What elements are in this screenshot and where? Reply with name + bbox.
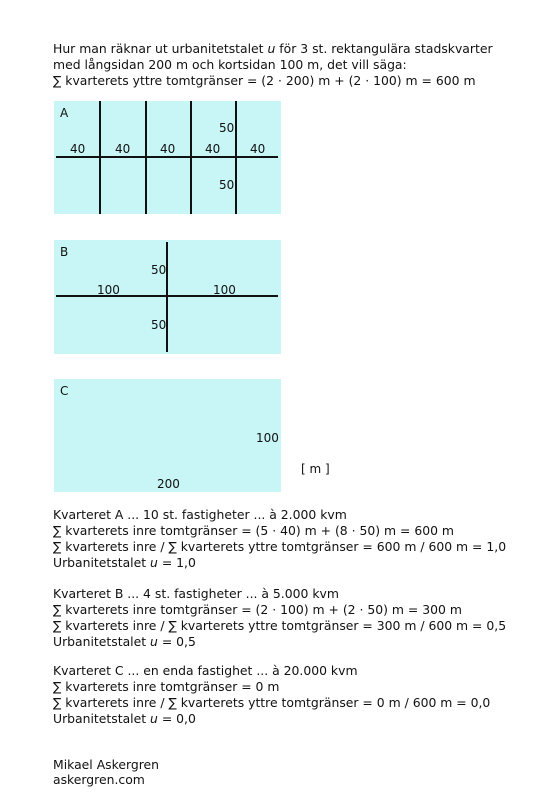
- footer-site: askergren.com: [53, 772, 145, 787]
- diagram-a-segment-label-4: 40: [205, 142, 221, 156]
- calc-a-line-2: ∑ kvarterets inre tomtgränser = (5 · 40) m + (8 · 50) m = 600 m: [53, 523, 455, 538]
- diagram-a-vertical-boundary-1: [99, 101, 101, 214]
- diagram-block-a: [54, 101, 281, 214]
- calc-b-line-2: ∑ kvarterets inre tomtgränser = (2 · 100) m + (2 · 50) m = 300 m: [53, 602, 462, 617]
- intro-line-3: ∑ kvarterets yttre tomtgränser = (2 · 200) m + (2 · 100) m = 600 m: [53, 73, 476, 88]
- diagram-b-lower-label: 50: [151, 318, 167, 332]
- diagram-a-lower-label: 50: [219, 178, 235, 192]
- diagram-block-b: [54, 240, 281, 354]
- calc-a-variable-u: u: [150, 555, 158, 570]
- intro-line-2: med långsidan 200 m och kortsidan 100 m, det vill säga:: [53, 57, 407, 72]
- diagram-a-vertical-boundary-3: [190, 101, 192, 214]
- calc-a-line-1: Kvarteret A ... 10 st. fastigheter ... à 2.000 kvm: [53, 507, 347, 522]
- calc-b-variable-u: u: [150, 634, 158, 649]
- diagram-block-c: [54, 379, 281, 492]
- intro-line-1: Hur man räknar ut urbanitetstalet u för 3 st. rektangulära stadskvarter: [53, 41, 493, 56]
- diagram-a-segment-label-2: 40: [115, 142, 131, 156]
- diagram-a-vertical-boundary-4: [235, 101, 237, 214]
- diagram-b-vertical-boundary: [166, 242, 168, 352]
- diagram-a-segment-label-1: 40: [70, 142, 86, 156]
- footer-author: Mikael Askergren: [53, 757, 160, 772]
- diagram-b-title: B: [60, 245, 69, 259]
- intro-variable-u: u: [267, 41, 276, 56]
- calc-c-line-4: Urbanitetstalet u = 0,0: [53, 711, 196, 726]
- diagram-a-vertical-boundary-2: [145, 101, 147, 214]
- unit-label: [ m ]: [301, 462, 330, 476]
- diagram-a-horizontal-boundary: [56, 156, 278, 158]
- diagram-b-left-label: 100: [97, 283, 120, 297]
- diagram-b-right-label: 100: [213, 283, 236, 297]
- calc-b-line-4: Urbanitetstalet u = 0,5: [53, 634, 196, 649]
- calc-b-line-3: ∑ kvarterets inre / ∑ kvarterets yttre tomtgränser = 300 m / 600 m = 0,5: [53, 618, 507, 633]
- diagram-a-upper-label: 50: [219, 121, 235, 135]
- calc-b-line-1: Kvarteret B ... 4 st. fastigheter ... à 5.000 kvm: [53, 586, 339, 601]
- diagram-c-bottom-label: 200: [157, 477, 180, 491]
- calc-a-line-4: Urbanitetstalet u = 1,0: [53, 555, 196, 570]
- diagram-c-side-label: 100: [256, 431, 279, 445]
- calc-c-line-2: ∑ kvarterets inre tomtgränser = 0 m: [53, 679, 280, 694]
- diagram-c-title: C: [60, 384, 69, 398]
- diagram-a-title: A: [60, 106, 69, 120]
- calc-c-variable-u: u: [150, 711, 158, 726]
- diagram-b-upper-label: 50: [151, 263, 167, 277]
- calc-c-line-1: Kvarteret C ... en enda fastighet ... à 20.000 kvm: [53, 663, 358, 678]
- diagram-a-segment-label-5: 40: [250, 142, 266, 156]
- calc-c-line-3: ∑ kvarterets inre / ∑ kvarterets yttre tomtgränser = 0 m / 600 m = 0,0: [53, 695, 491, 710]
- diagram-a-segment-label-3: 40: [160, 142, 176, 156]
- calc-a-line-3: ∑ kvarterets inre / ∑ kvarterets yttre tomtgränser = 600 m / 600 m = 1,0: [53, 539, 507, 554]
